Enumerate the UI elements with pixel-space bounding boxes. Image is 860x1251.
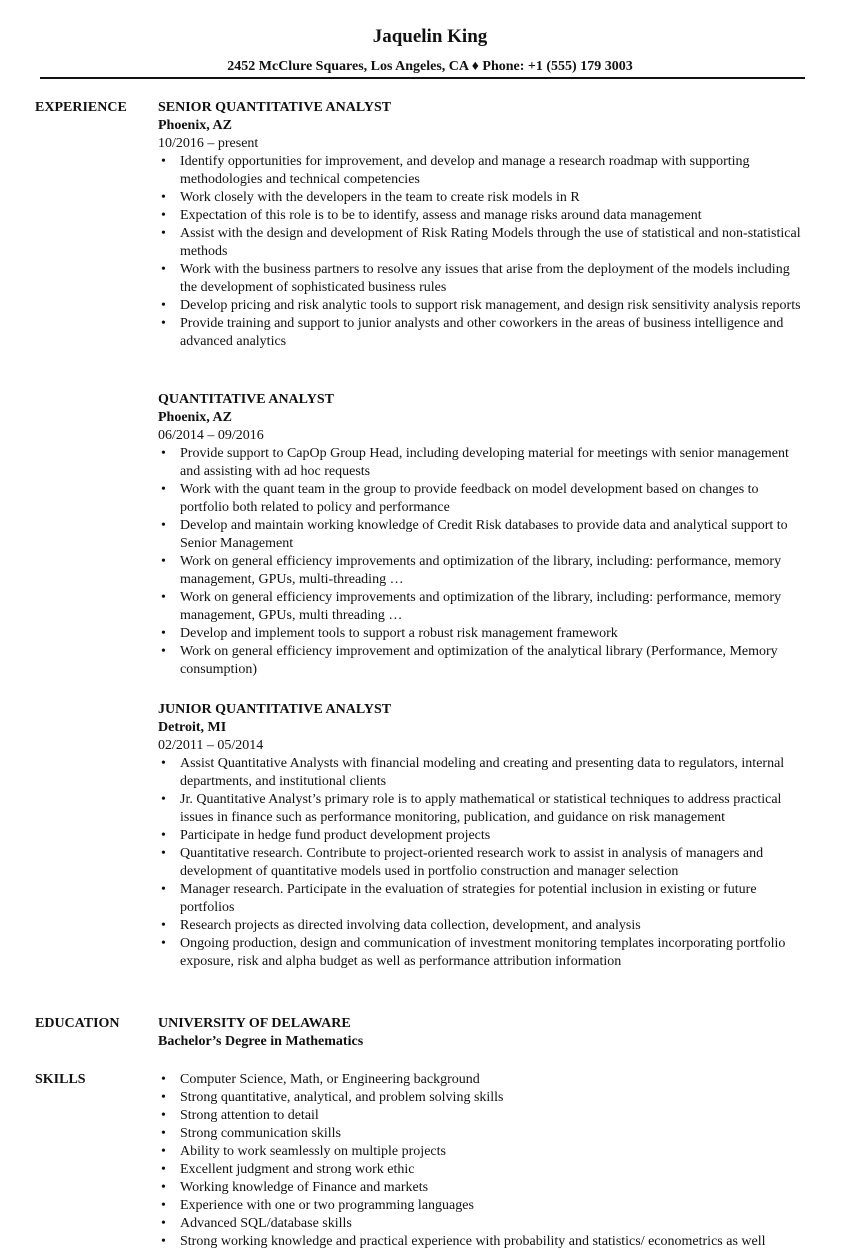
- list-item: • Jr. Quantitative Analyst’s primary role is to apply mathematical or statistical techniques to address practical issues in finance such as performance monitoring, publication, and guidance on risk management: [158, 791, 808, 827]
- list-item: • Work on general efficiency improvement and optimization of the analytical library (Performance, Memory consumption): [158, 643, 808, 679]
- list-item: • Strong attention to detail: [158, 1107, 808, 1125]
- list-item: • Advanced SQL/database skills: [158, 1215, 808, 1233]
- job-location: Phoenix, AZ: [158, 118, 232, 133]
- skills-label: SKILLS: [35, 1072, 86, 1087]
- school-name: UNIVERSITY OF DELAWARE: [158, 1016, 351, 1031]
- job-dates: 02/2011 – 05/2014: [158, 738, 264, 753]
- job-title: SENIOR QUANTITATIVE ANALYST: [158, 100, 392, 115]
- list-item: • Strong quantitative, analytical, and problem solving skills: [158, 1089, 808, 1107]
- list-item: • Work with the quant team in the group to provide feedback on model development based on changes to portfolio both related to policy and performance: [158, 481, 808, 517]
- job-title: QUANTITATIVE ANALYST: [158, 392, 334, 407]
- list-item: • Work with the business partners to resolve any issues that arise from the deployment of the models including the development of sophisticated business rules: [158, 261, 808, 297]
- contact-line: 2452 McClure Squares, Los Angeles, CA ♦ Phone: +1 (555) 179 3003: [227, 59, 633, 74]
- list-item: • Work on general efficiency improvements and optimization of the library, including: performance, memory management, GPUs, multi-threading …: [158, 553, 808, 589]
- education-entry: [158, 1015, 808, 1051]
- job-location: Detroit, MI: [158, 720, 227, 735]
- job-entry: [158, 391, 808, 679]
- skills-list: [158, 1071, 808, 1251]
- list-item: • Develop and maintain working knowledge of Credit Risk databases to provide data and analytical support to Senior Management: [158, 517, 808, 553]
- list-item: • Excellent judgment and strong work ethic: [158, 1161, 808, 1179]
- job-title: JUNIOR QUANTITATIVE ANALYST: [158, 702, 392, 717]
- list-item: • Working knowledge of Finance and markets: [158, 1179, 808, 1197]
- list-item: • Assist with the design and development of Risk Rating Models through the use of statistical and non-statistical methods: [158, 225, 808, 261]
- list-item: • Strong communication skills: [158, 1125, 808, 1143]
- job-bullets: [158, 445, 808, 679]
- skills-list-container: [158, 1071, 808, 1251]
- header-divider: [40, 77, 805, 79]
- candidate-name: Jaquelin King: [372, 26, 488, 47]
- list-item: • Quantitative research. Contribute to project-oriented research work to assist in analysis of managers and development of quantitative models used in portfolio construction and manager selection: [158, 845, 808, 881]
- list-item: • Expectation of this role is to be to identify, assess and manage risks around data management: [158, 207, 808, 225]
- list-item: • Provide support to CapOp Group Head, including developing material for meetings with senior management and assisting with ad hoc requests: [158, 445, 808, 481]
- degree: Bachelor’s Degree in Mathematics: [158, 1034, 364, 1049]
- list-item: • Research projects as directed involving data collection, development, and analysis: [158, 917, 808, 935]
- education-label: EDUCATION: [35, 1016, 120, 1031]
- list-item: • Participate in hedge fund product development projects: [158, 827, 808, 845]
- job-bullets: [158, 755, 808, 971]
- job-entry: [158, 701, 808, 971]
- job-location: Phoenix, AZ: [158, 410, 232, 425]
- list-item: • Assist Quantitative Analysts with financial modeling and creating and presenting data to regulators, internal departments, and institutional clients: [158, 755, 808, 791]
- list-item: • Identify opportunities for improvement, and develop and manage a research roadmap with supporting methodologies and technical competencies: [158, 153, 808, 189]
- list-item: • Experience with one or two programming languages: [158, 1197, 808, 1215]
- list-item: • Strong working knowledge and practical experience with probability and statistics/ econometrics as well: [158, 1233, 808, 1251]
- list-item: • Manager research. Participate in the evaluation of strategies for potential inclusion in existing or future portfolios: [158, 881, 808, 917]
- list-item: • Develop and implement tools to support a robust risk management framework: [158, 625, 808, 643]
- list-item: • Ongoing production, design and communication of investment monitoring templates incorporating portfolio exposure, risk and alpha budget as well as performance attribution information: [158, 935, 808, 971]
- list-item: • Provide training and support to junior analysts and other coworkers in the areas of business intelligence and advanced analytics: [158, 315, 808, 351]
- list-item: • Work on general efficiency improvements and optimization of the library, including: performance, memory management, GPUs, multi threading …: [158, 589, 808, 625]
- job-dates: 06/2014 – 09/2016: [158, 428, 264, 443]
- job-bullets: [158, 153, 808, 351]
- list-item: • Work closely with the developers in the team to create risk models in R: [158, 189, 808, 207]
- list-item: • Computer Science, Math, or Engineering background: [158, 1071, 808, 1089]
- experience-label: EXPERIENCE: [35, 100, 127, 115]
- job-entry: [158, 99, 808, 351]
- list-item: • Develop pricing and risk analytic tools to support risk management, and design risk sensitivity analysis reports: [158, 297, 808, 315]
- job-dates: 10/2016 – present: [158, 136, 259, 151]
- list-item: • Ability to work seamlessly on multiple projects: [158, 1143, 808, 1161]
